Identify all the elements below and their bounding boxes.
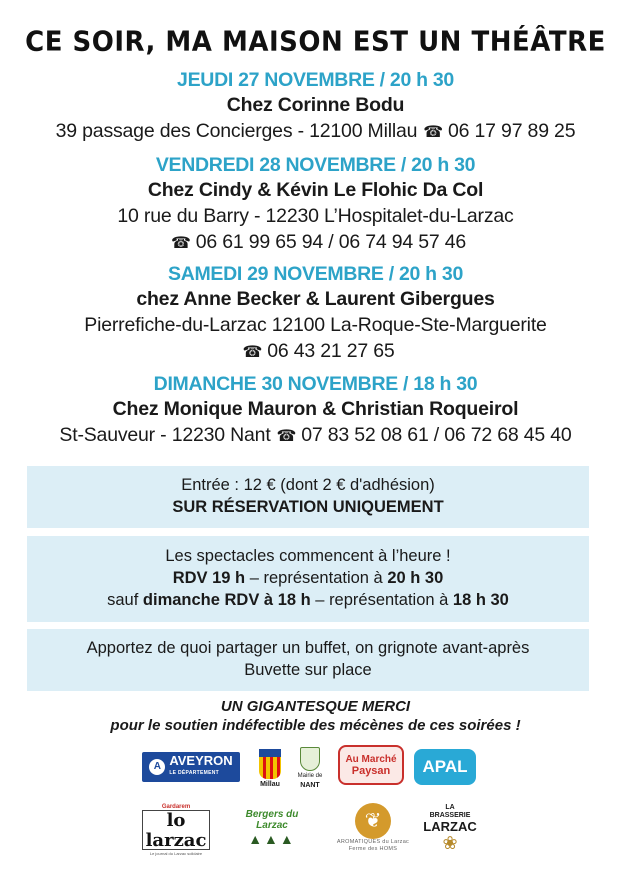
nant-label-2: NANT [300,782,320,789]
phone-icon: ☎ [423,124,444,141]
event-date: DIMANCHE 30 NOVEMBRE / 18 h 30 [153,373,478,395]
event-host: chez Anne Becker & Laurent Gibergues [136,288,495,310]
millau-name: Millau [260,780,280,788]
event-host: Chez Monique Mauron & Christian Roqueirol [112,398,519,420]
larzac-sub: Le journal du Larzac solidaire [149,851,203,856]
pricing-line: Entrée : 12 € (dont 2 € d'adhésion) [181,476,435,494]
brasserie-line-2: LARZAC [423,819,477,834]
event-jeudi [0,68,631,146]
marche-paysan-logo [338,745,404,785]
sauf-prefix: sauf [107,591,143,609]
event-dimanche [0,372,631,450]
poster-title: CE SOIR, MA MAISON EST UN THÉÂTRE [25,26,606,58]
event-address: Pierrefiche-du-Larzac 12100 La-Roque-Ste-Marguerite [84,314,547,336]
buffet-box [27,629,589,691]
marche-line-1: Au Marché [345,753,397,765]
lo-larzac-logo [142,804,210,856]
event-phone: 06 43 21 27 65 [267,340,395,362]
event-date: JEUDI 27 NOVEMBRE / 20 h 30 [177,69,454,91]
sunday-rdv: dimanche RDV à 18 h [142,591,311,609]
aromatiques-logo [329,800,417,856]
larzac-name: lo larzac [145,810,207,851]
buffet-line: Apportez de quoi partager un buffet, on grignote avant-après [86,639,530,657]
event-address: 10 rue du Barry - 12230 L’Hospitalet-du-Larzac [117,205,514,227]
event-date: VENDREDI 28 NOVEMBRE / 20 h 30 [155,154,476,176]
event-phone-line [0,229,631,257]
bergers-name: Bergers du Larzac [245,809,299,831]
aveyron-name: AVEYRON [169,753,233,768]
apal-logo [414,749,476,785]
larzac-top: Gardarem [161,804,191,810]
hop-icon: ❀ [442,833,458,853]
schedule-box [27,536,589,622]
event-samedi [0,262,631,366]
sunday-show-time: 18 h 30 [452,591,509,609]
reservation-notice: SUR RÉSERVATION UNIQUEMENT [172,498,444,516]
pricing-box [27,466,589,528]
event-phone: 06 17 97 89 25 [448,120,576,142]
phone-icon: ☎ [170,235,191,252]
sheep-icon: ▲▲▲ [248,831,296,847]
aveyron-a-icon: A [149,759,165,775]
event-address-line [0,118,631,146]
brasserie-line-1: LA BRASSERIE [429,804,471,819]
event-host: Chez Cindy & Kévin Le Flohic Da Col [147,179,484,201]
thanks-subtitle: pour le soutien indéfectible des mécènes de ces soirées ! [110,717,521,734]
nant-label-1: Mairie de [297,773,323,779]
rdv-time: RDV 19 h [172,569,246,587]
nant-shield-icon [300,747,320,771]
aveyron-sub: LE DÉPARTEMENT [169,770,219,776]
event-phone: 06 61 99 65 94 / 06 74 94 57 46 [195,231,467,253]
phone-icon: ☎ [276,428,297,445]
arom-line-1: AROMATIQUES du Larzac [336,839,410,845]
event-phone: 07 83 52 08 61 / 06 72 68 45 40 [301,424,572,446]
apal-name: APAL [422,757,468,776]
event-address: St-Sauveur - 12230 Nant [59,424,271,446]
schedule-rdv [27,567,589,589]
event-address: 39 passage des Concierges - 12100 Millau [55,120,418,142]
millau-shield-icon [259,749,281,779]
schedule-intro: Les spectacles commencent à l’heure ! [165,547,451,565]
nant-logo [293,744,327,792]
millau-logo [257,746,283,790]
thanks-block [0,697,631,735]
arom-line-2: Ferme des HOMS [348,846,398,852]
aveyron-logo [142,752,240,782]
rdv-mid: – représentation à [245,569,388,587]
buvette-line: Buvette sur place [244,661,372,679]
event-phone-line [0,338,631,366]
marche-line-2: Paysan [351,764,391,777]
event-vendredi [0,153,631,257]
thanks-title: UN GIGANTESQUE MERCI [220,698,411,715]
event-host: Chez Corinne Bodu [226,94,405,116]
schedule-sunday [27,589,589,611]
sauf-mid: – représentation à [310,591,453,609]
event-date: SAMEDI 29 NOVEMBRE / 20 h 30 [167,263,464,285]
bergers-du-larzac-logo [232,800,312,856]
show-time: 20 h 30 [387,569,444,587]
phone-icon: ☎ [242,344,263,361]
leaf-icon: ❦ [355,803,391,839]
event-address-line [0,422,631,450]
brasserie-larzac-logo [425,800,475,856]
